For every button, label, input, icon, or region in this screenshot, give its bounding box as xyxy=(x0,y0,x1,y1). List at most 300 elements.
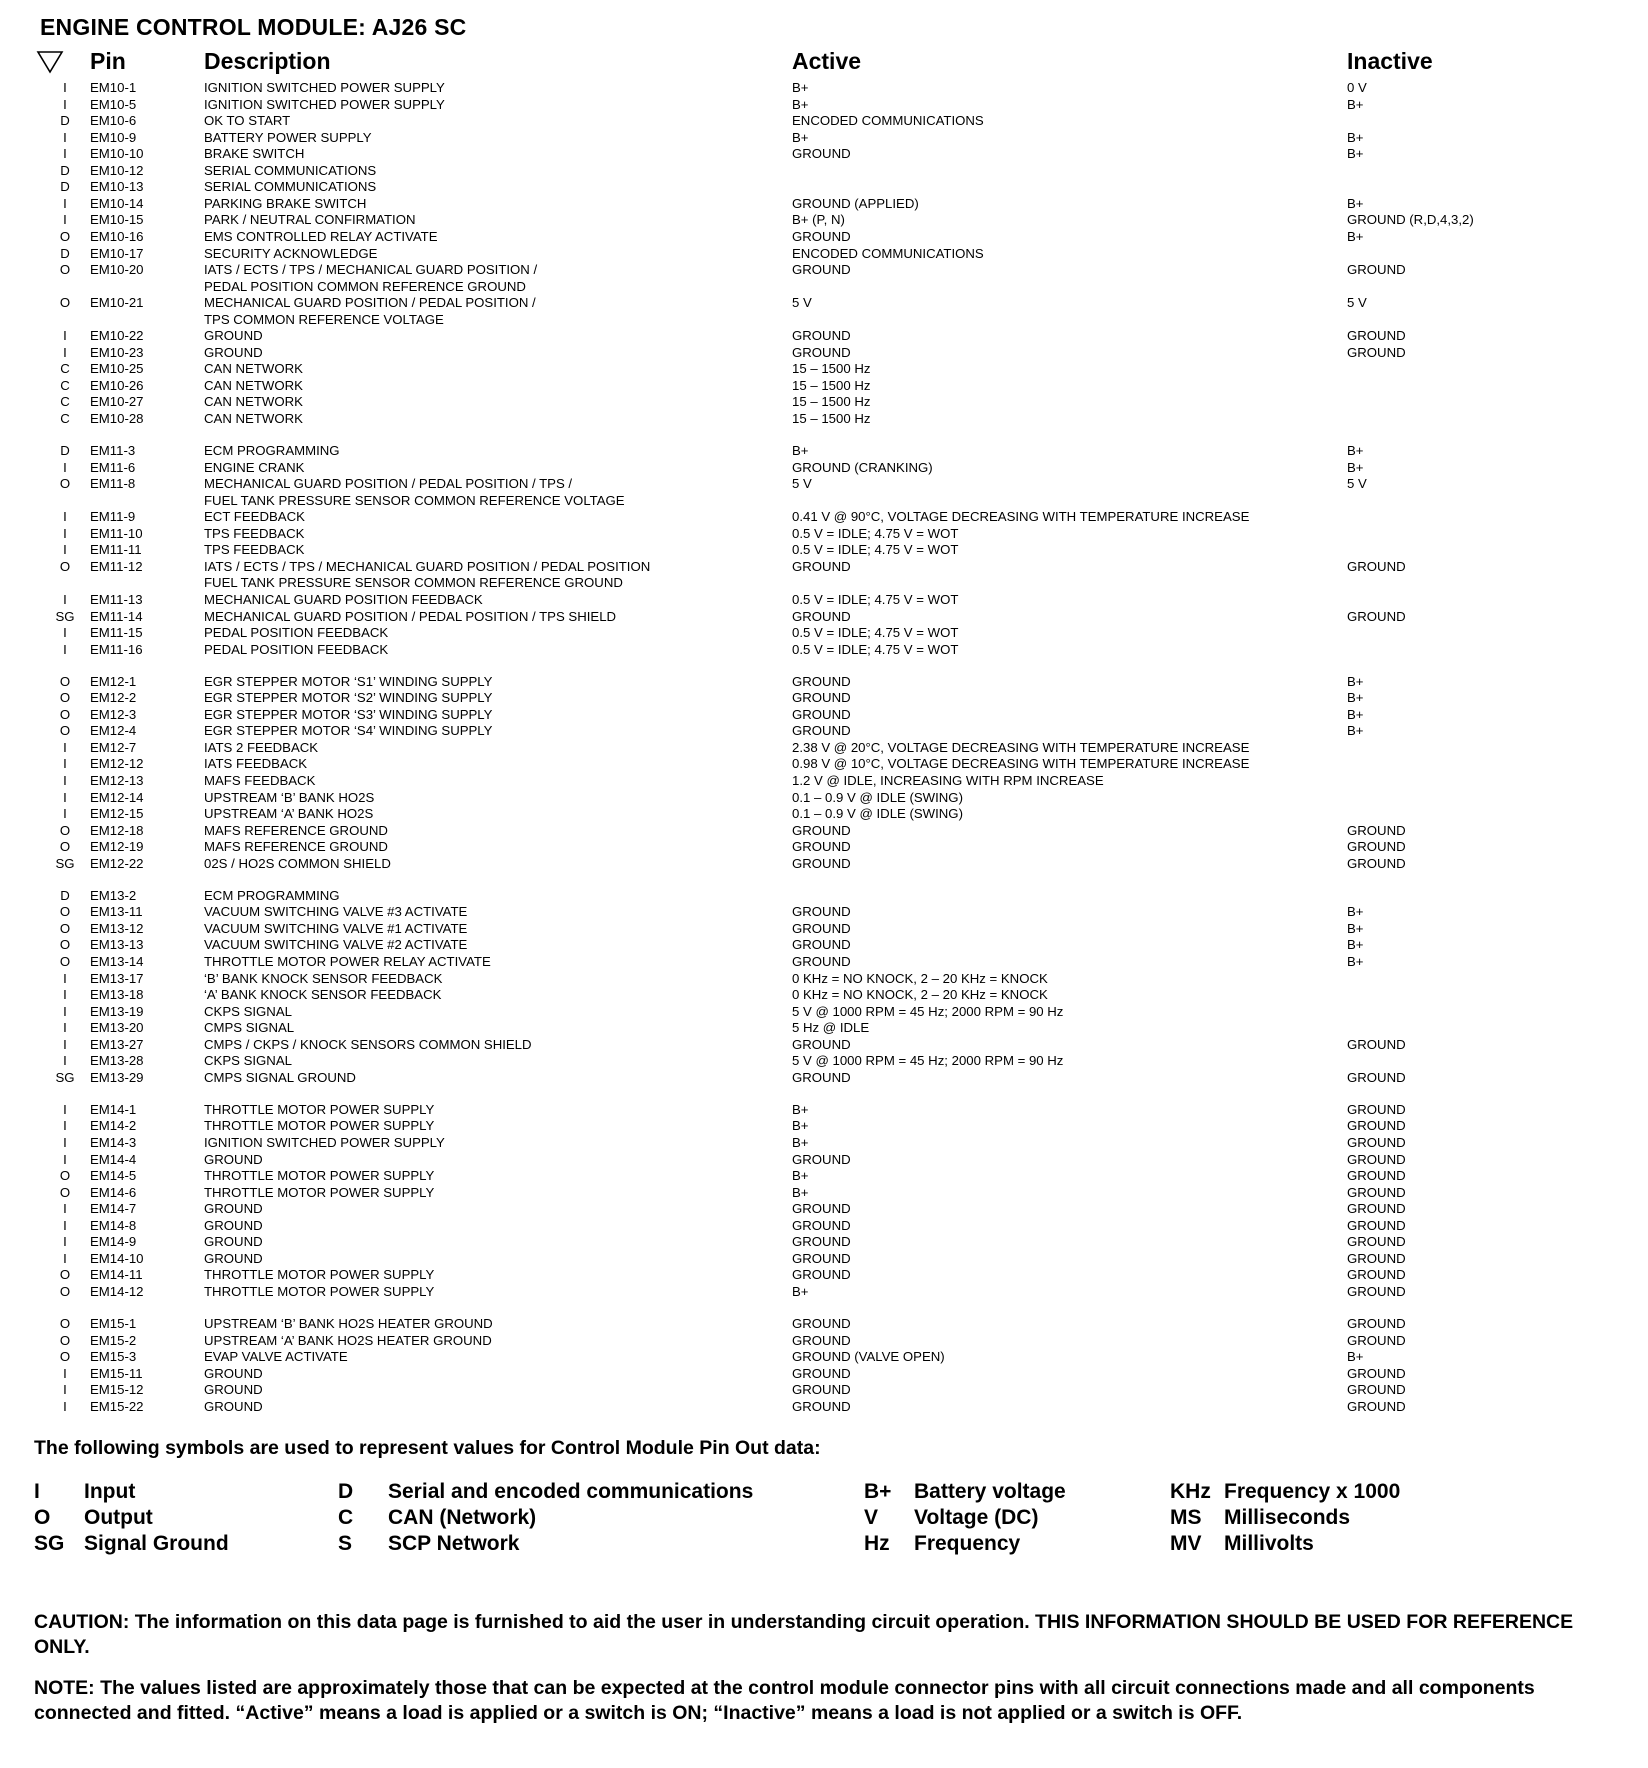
table-row xyxy=(0,312,1648,329)
caution-text: CAUTION: The information on this data page is furnished to aid the user in understanding circuit operation. THIS INFORMATION SHOULD BE USED FOR REFERENCE ONLY. xyxy=(34,1611,1574,1658)
pin-id: EM15-12 xyxy=(90,1382,144,1398)
table-row xyxy=(0,888,1648,905)
table-row xyxy=(0,542,1648,559)
table-row xyxy=(0,163,1648,180)
pin-description: UPSTREAM ‘B’ BANK HO2S HEATER GROUND xyxy=(204,1316,493,1331)
pin-direction: I xyxy=(63,96,67,112)
active-value: 15 – 1500 Hz xyxy=(792,361,871,377)
inactive-value: GROUND xyxy=(1347,1267,1406,1283)
pin-direction: I xyxy=(63,739,67,755)
pin-id: EM13-2 xyxy=(90,887,137,903)
active-value: GROUND xyxy=(792,954,851,969)
pin-direction: D xyxy=(60,113,70,129)
pin-description: 02S / HO2S COMMON SHIELD xyxy=(204,855,391,871)
active-value: 0.5 V = IDLE; 4.75 V = WOT xyxy=(792,625,959,641)
pin-id: EM11-15 xyxy=(90,625,143,641)
table-row xyxy=(0,690,1648,707)
pin-description: CMPS SIGNAL xyxy=(204,1020,295,1036)
pin-id: EM11-9 xyxy=(90,509,136,525)
active-value: GROUND xyxy=(792,1267,851,1283)
pin-direction: I xyxy=(63,970,67,986)
inactive-value: B+ xyxy=(1347,706,1364,722)
pin-direction: O xyxy=(59,673,71,689)
pin-id: EM13-27 xyxy=(90,1036,144,1052)
pin-direction: O xyxy=(59,1349,71,1365)
active-value: 2.38 V @ 20°C, VOLTAGE DECREASING WITH TEMPERATURE INCREASE xyxy=(792,739,1250,755)
inactive-value: GROUND xyxy=(1347,1332,1406,1348)
pin-description: GROUND xyxy=(204,344,263,360)
table-row xyxy=(0,476,1648,493)
pin-description: SERIAL COMMUNICATIONS xyxy=(204,179,377,195)
pin-description: THROTTLE MOTOR POWER RELAY ACTIVATE xyxy=(204,954,491,969)
active-value: 0.5 V = IDLE; 4.75 V = WOT xyxy=(792,542,959,558)
inactive-value: GROUND xyxy=(1347,1316,1406,1331)
pin-id: EM11-12 xyxy=(90,558,143,574)
active-value: GROUND xyxy=(792,146,851,162)
active-value: GROUND (VALVE OPEN) xyxy=(792,1349,945,1365)
table-row xyxy=(0,97,1648,114)
pin-description: OK TO START xyxy=(204,113,291,129)
pin-description: FUEL TANK PRESSURE SENSOR COMMON REFERENCE VOLTAGE xyxy=(204,492,625,508)
pin-direction: O xyxy=(59,1332,71,1348)
inactive-value: GROUND xyxy=(1347,262,1406,278)
pin-id: EM10-16 xyxy=(90,228,144,244)
active-value: GROUND xyxy=(792,328,851,344)
pin-description: ENGINE CRANK xyxy=(204,459,305,475)
pin-direction: SG xyxy=(55,608,75,624)
inactive-value: GROUND xyxy=(1347,1101,1406,1117)
pin-description: MAFS REFERENCE GROUND xyxy=(204,839,388,855)
pin-direction: I xyxy=(63,625,67,641)
pin-id: EM12-1 xyxy=(90,673,137,689)
table-row xyxy=(0,130,1648,147)
inactive-value: GROUND xyxy=(1347,1151,1406,1167)
active-value: GROUND xyxy=(792,855,851,871)
pin-direction: I xyxy=(63,542,67,558)
inactive-value: GROUND xyxy=(1347,1382,1406,1398)
table-row xyxy=(0,625,1648,642)
pin-description: MAFS REFERENCE GROUND xyxy=(204,822,388,838)
table-row xyxy=(0,790,1648,807)
table-row xyxy=(0,411,1648,428)
pin-id: EM14-9 xyxy=(90,1234,137,1250)
table-row xyxy=(0,987,1648,1004)
pin-id: EM13-19 xyxy=(90,1003,144,1019)
inactive-value: B+ xyxy=(1347,904,1364,920)
pin-id: EM12-18 xyxy=(90,822,144,838)
header-active: Active xyxy=(792,48,862,74)
pin-direction: I xyxy=(63,1365,67,1381)
pin-description: CMPS SIGNAL GROUND xyxy=(204,1069,356,1085)
inactive-value: GROUND xyxy=(1347,608,1406,624)
active-value: 5 V xyxy=(792,295,812,311)
pin-description: SECURITY ACKNOWLEDGE xyxy=(204,245,378,261)
legend-symbol: C xyxy=(338,1506,354,1529)
pin-id: EM14-5 xyxy=(90,1168,137,1184)
pin-id: EM13-18 xyxy=(90,987,144,1003)
pin-description: THROTTLE MOTOR POWER SUPPLY xyxy=(204,1283,435,1299)
pin-description: PARK / NEUTRAL CONFIRMATION xyxy=(204,212,416,228)
pin-description: TPS COMMON REFERENCE VOLTAGE xyxy=(204,311,444,327)
table-row xyxy=(0,262,1648,279)
legend-meaning: Serial and encoded communications xyxy=(388,1480,754,1503)
pin-direction: I xyxy=(63,987,67,1003)
pin-direction: D xyxy=(60,887,70,903)
active-value: GROUND (APPLIED) xyxy=(792,195,919,211)
table-row xyxy=(0,1020,1648,1037)
pin-direction: D xyxy=(60,179,70,195)
pin-id: EM11-11 xyxy=(90,542,142,558)
inactive-value: GROUND xyxy=(1347,1283,1406,1299)
pin-id: EM14-3 xyxy=(90,1135,137,1150)
legend-meaning: CAN (Network) xyxy=(388,1506,537,1529)
pin-description: IATS FEEDBACK xyxy=(204,756,308,772)
pin-id: EM10-26 xyxy=(90,377,144,393)
pin-direction: C xyxy=(60,377,70,393)
pin-id: EM15-2 xyxy=(90,1332,137,1348)
legend-symbol: MS xyxy=(1170,1506,1202,1529)
pin-direction: O xyxy=(59,476,71,492)
pin-description: MAFS FEEDBACK xyxy=(204,773,316,788)
pin-id: EM12-2 xyxy=(90,690,137,706)
table-row xyxy=(0,1201,1648,1218)
pin-direction: D xyxy=(60,443,70,459)
pin-direction: O xyxy=(59,1184,71,1200)
inactive-value: GROUND xyxy=(1347,1250,1406,1266)
pin-description: ‘B’ BANK KNOCK SENSOR FEEDBACK xyxy=(204,970,443,986)
table-row xyxy=(0,1102,1648,1119)
pin-description: EGR STEPPER MOTOR ‘S3’ WINDING SUPPLY xyxy=(204,706,493,722)
inactive-value: 5 V xyxy=(1347,295,1367,311)
inactive-value: B+ xyxy=(1347,1349,1364,1365)
inactive-value: B+ xyxy=(1347,673,1364,689)
pin-description: THROTTLE MOTOR POWER SUPPLY xyxy=(204,1118,435,1134)
pin-direction: I xyxy=(63,1151,67,1167)
pin-description: CAN NETWORK xyxy=(204,411,303,426)
pin-description: UPSTREAM ‘A’ BANK HO2S HEATER GROUND xyxy=(204,1332,492,1348)
legend-meaning: Output xyxy=(84,1506,153,1529)
active-value: GROUND xyxy=(792,1382,851,1398)
table-row xyxy=(0,196,1648,213)
table-row xyxy=(0,839,1648,856)
pin-description: THROTTLE MOTOR POWER SUPPLY xyxy=(204,1184,435,1200)
inactive-value: GROUND (R,D,4,3,2) xyxy=(1347,212,1474,228)
table-row xyxy=(0,1316,1648,1333)
table-row xyxy=(0,394,1648,411)
table-row xyxy=(0,756,1648,773)
pin-description: CAN NETWORK xyxy=(204,361,303,377)
table-row xyxy=(0,328,1648,345)
pin-id: EM10-6 xyxy=(90,113,137,129)
active-value: 0.41 V @ 90°C, VOLTAGE DECREASING WITH TEMPERATURE INCREASE xyxy=(792,509,1250,525)
pin-direction: I xyxy=(63,1118,67,1134)
pin-direction: O xyxy=(59,839,71,855)
pin-description: CKPS SIGNAL xyxy=(204,1053,292,1069)
pin-description: EVAP VALVE ACTIVATE xyxy=(204,1349,348,1365)
active-value: 15 – 1500 Hz xyxy=(792,377,871,393)
table-row xyxy=(0,1251,1648,1268)
active-value: GROUND (CRANKING) xyxy=(792,459,933,475)
table-row xyxy=(0,559,1648,576)
table-row xyxy=(0,806,1648,823)
table-row xyxy=(0,937,1648,954)
active-value: GROUND xyxy=(792,673,851,689)
pin-id: EM11-3 xyxy=(90,443,136,459)
legend-symbol: S xyxy=(338,1532,353,1555)
pin-description: EGR STEPPER MOTOR ‘S1’ WINDING SUPPLY xyxy=(204,673,493,689)
table-row xyxy=(0,345,1648,362)
pin-id: EM12-19 xyxy=(90,839,144,855)
pin-id: EM10-5 xyxy=(90,96,137,112)
table-row xyxy=(0,361,1648,378)
active-value: GROUND xyxy=(792,1234,851,1250)
pin-direction: I xyxy=(63,592,67,607)
pin-direction: O xyxy=(59,723,71,739)
table-row xyxy=(0,1349,1648,1366)
pin-direction: I xyxy=(63,212,67,228)
table-row xyxy=(0,443,1648,460)
pin-description: MECHANICAL GUARD POSITION / PEDAL POSITION / TPS SHIELD xyxy=(204,608,617,624)
inactive-value: GROUND xyxy=(1347,822,1406,838)
active-value: B+ xyxy=(792,1168,809,1184)
pin-id: EM14-7 xyxy=(90,1201,137,1217)
table-row xyxy=(0,246,1648,263)
table-row xyxy=(0,80,1648,97)
header-pin: Pin xyxy=(90,48,126,74)
inactive-value: 5 V xyxy=(1347,476,1367,492)
inactive-value: B+ xyxy=(1347,129,1364,145)
table-row xyxy=(0,1053,1648,1070)
active-value: ENCODED COMMUNICATIONS xyxy=(792,245,984,261)
table-row xyxy=(0,773,1648,790)
pin-direction: I xyxy=(63,1250,67,1266)
inactive-value: GROUND xyxy=(1347,1201,1406,1217)
active-value: B+ (P, N) xyxy=(792,212,845,228)
pin-description: PARKING BRAKE SWITCH xyxy=(204,195,367,211)
active-value: 0.5 V = IDLE; 4.75 V = WOT xyxy=(792,641,959,657)
table-row xyxy=(0,113,1648,130)
active-value: GROUND xyxy=(792,1151,851,1167)
inactive-value: GROUND xyxy=(1347,328,1406,344)
pin-id: EM14-6 xyxy=(90,1184,137,1200)
header-description: Description xyxy=(204,48,331,74)
pin-description: TPS FEEDBACK xyxy=(204,525,305,541)
pin-description: IGNITION SWITCHED POWER SUPPLY xyxy=(204,96,445,112)
active-value: 0.98 V @ 10°C, VOLTAGE DECREASING WITH TEMPERATURE INCREASE xyxy=(792,756,1250,772)
pin-id: EM10-21 xyxy=(90,295,144,311)
active-value: B+ xyxy=(792,1283,809,1299)
pin-direction: C xyxy=(60,411,70,426)
table-row xyxy=(0,723,1648,740)
active-value: B+ xyxy=(792,1184,809,1200)
pin-direction: O xyxy=(59,822,71,838)
pin-id: EM10-15 xyxy=(90,212,144,228)
pin-id: EM15-3 xyxy=(90,1349,137,1365)
active-value: 5 V @ 1000 RPM = 45 Hz; 2000 RPM = 90 Hz xyxy=(792,1003,1064,1019)
pin-description: CAN NETWORK xyxy=(204,394,303,410)
pin-description: GROUND xyxy=(204,1201,263,1217)
inactive-value: B+ xyxy=(1347,954,1364,969)
table-row xyxy=(0,1185,1648,1202)
pin-direction: I xyxy=(63,146,67,162)
active-value: GROUND xyxy=(792,1365,851,1381)
pin-id: EM10-28 xyxy=(90,411,144,426)
pin-description: GROUND xyxy=(204,1382,263,1398)
pin-id: EM10-14 xyxy=(90,195,144,211)
pin-description: CMPS / CKPS / KNOCK SENSORS COMMON SHIELD xyxy=(204,1036,532,1052)
pin-id: EM12-4 xyxy=(90,723,137,739)
active-value: GROUND xyxy=(792,839,851,855)
pin-direction: I xyxy=(63,1135,67,1150)
table-row xyxy=(0,740,1648,757)
pin-description: IGNITION SWITCHED POWER SUPPLY xyxy=(204,80,445,95)
active-value: GROUND xyxy=(792,937,851,953)
pin-direction: O xyxy=(59,920,71,936)
table-row xyxy=(0,509,1648,526)
pin-id: EM11-10 xyxy=(90,525,143,541)
active-value: 5 V xyxy=(792,476,812,492)
legend-symbol: Hz xyxy=(864,1532,890,1555)
legend-meaning: Millivolts xyxy=(1224,1532,1314,1555)
active-value: GROUND xyxy=(792,706,851,722)
pin-direction: I xyxy=(63,80,67,95)
pin-direction: I xyxy=(63,1398,67,1414)
active-value: GROUND xyxy=(792,920,851,936)
pin-id: EM10-13 xyxy=(90,179,144,195)
pin-description: EGR STEPPER MOTOR ‘S4’ WINDING SUPPLY xyxy=(204,723,493,739)
pin-description: GROUND xyxy=(204,1234,263,1250)
pin-direction: I xyxy=(63,129,67,145)
pin-id: EM13-29 xyxy=(90,1069,144,1085)
pin-id: EM10-22 xyxy=(90,328,144,344)
active-value: 15 – 1500 Hz xyxy=(792,411,871,426)
inactive-value: B+ xyxy=(1347,937,1364,953)
pin-direction: I xyxy=(63,1036,67,1052)
table-row xyxy=(0,904,1648,921)
active-value: GROUND xyxy=(792,1398,851,1414)
table-row xyxy=(0,146,1648,163)
active-value: GROUND xyxy=(792,228,851,244)
active-value: 1.2 V @ IDLE, INCREASING WITH RPM INCREASE xyxy=(792,773,1104,788)
pin-description: PEDAL POSITION FEEDBACK xyxy=(204,625,389,641)
inactive-value: GROUND xyxy=(1347,1184,1406,1200)
table-row xyxy=(0,609,1648,626)
inactive-value: GROUND xyxy=(1347,1217,1406,1233)
legend-symbol: B+ xyxy=(864,1480,892,1503)
pin-description: IATS 2 FEEDBACK xyxy=(204,739,319,755)
pin-direction: O xyxy=(59,295,71,311)
legend-meaning: Frequency xyxy=(914,1532,1021,1555)
table-row xyxy=(0,856,1648,873)
pin-id: EM11-16 xyxy=(90,641,143,657)
pin-description: GROUND xyxy=(204,1365,263,1381)
pin-description: VACUUM SWITCHING VALVE #3 ACTIVATE xyxy=(204,904,468,920)
table-row xyxy=(0,954,1648,971)
pin-id: EM12-12 xyxy=(90,756,144,772)
active-value: 0 KHz = NO KNOCK, 2 – 20 KHz = KNOCK xyxy=(792,970,1048,986)
pin-direction: D xyxy=(60,162,70,178)
pin-direction: I xyxy=(63,806,67,822)
pin-id: EM15-11 xyxy=(90,1365,143,1381)
pin-description: ECM PROGRAMMING xyxy=(204,443,340,459)
legend-meaning: Milliseconds xyxy=(1224,1506,1351,1529)
pin-direction: I xyxy=(63,756,67,772)
legend-symbol: D xyxy=(338,1480,354,1503)
table-row xyxy=(0,1118,1648,1135)
pin-description: BRAKE SWITCH xyxy=(204,146,305,162)
pin-description: EGR STEPPER MOTOR ‘S2’ WINDING SUPPLY xyxy=(204,690,493,706)
active-value: GROUND xyxy=(792,1316,851,1331)
pin-direction: O xyxy=(59,706,71,722)
pin-id: EM10-27 xyxy=(90,394,144,410)
active-value: ENCODED COMMUNICATIONS xyxy=(792,113,984,129)
pin-id: EM11-8 xyxy=(90,476,136,492)
inactive-value: B+ xyxy=(1347,228,1364,244)
pin-direction: I xyxy=(63,1053,67,1069)
inactive-value: B+ xyxy=(1347,723,1364,739)
pin-direction: O xyxy=(59,1168,71,1184)
pin-direction: O xyxy=(59,262,71,278)
table-row xyxy=(0,921,1648,938)
table-row xyxy=(0,1070,1648,1087)
inactive-value: B+ xyxy=(1347,146,1364,162)
table-row xyxy=(0,460,1648,477)
pin-description: ‘A’ BANK KNOCK SENSOR FEEDBACK xyxy=(204,987,442,1003)
pin-id: EM14-4 xyxy=(90,1151,137,1167)
pin-id: EM13-13 xyxy=(90,937,144,953)
pin-id: EM13-17 xyxy=(90,970,144,986)
pin-description: IATS / ECTS / TPS / MECHANICAL GUARD POSITION / xyxy=(204,262,538,278)
pin-description: MECHANICAL GUARD POSITION FEEDBACK xyxy=(204,592,483,607)
inactive-value: B+ xyxy=(1347,459,1364,475)
pin-direction: O xyxy=(59,690,71,706)
pin-description: GROUND xyxy=(204,1250,263,1266)
active-value: B+ xyxy=(792,80,809,95)
active-value: GROUND xyxy=(792,262,851,278)
active-value: 0.5 V = IDLE; 4.75 V = WOT xyxy=(792,592,959,607)
pin-id: EM15-1 xyxy=(90,1316,137,1331)
pin-id: EM13-14 xyxy=(90,954,144,969)
table-row xyxy=(0,1382,1648,1399)
pin-direction: I xyxy=(63,525,67,541)
active-value: GROUND xyxy=(792,1217,851,1233)
pin-direction: C xyxy=(60,361,70,377)
active-value: GROUND xyxy=(792,1201,851,1217)
table-row xyxy=(0,1366,1648,1383)
pin-id: EM12-13 xyxy=(90,773,144,788)
pin-direction: O xyxy=(59,937,71,953)
legend-meaning: SCP Network xyxy=(388,1532,520,1555)
pin-direction: O xyxy=(59,1316,71,1331)
pin-id: EM15-22 xyxy=(90,1398,144,1414)
legend-symbol: O xyxy=(34,1506,51,1529)
pin-description: GROUND xyxy=(204,328,263,344)
pin-direction: C xyxy=(60,394,70,410)
pin-id: EM13-28 xyxy=(90,1053,144,1069)
pin-id: EM10-20 xyxy=(90,262,144,278)
pin-id: EM14-12 xyxy=(90,1283,144,1299)
pin-id: EM10-9 xyxy=(90,129,137,145)
inactive-value: B+ xyxy=(1347,96,1364,112)
pin-description: GROUND xyxy=(204,1398,263,1414)
pin-description: UPSTREAM ‘A’ BANK HO2S xyxy=(204,806,374,822)
pin-id: EM10-23 xyxy=(90,344,144,360)
table-row xyxy=(0,1004,1648,1021)
active-value: GROUND xyxy=(792,1250,851,1266)
table-row xyxy=(0,1135,1648,1152)
pin-direction: I xyxy=(63,641,67,657)
pin-description: IATS / ECTS / TPS / MECHANICAL GUARD POSITION / PEDAL POSITION xyxy=(204,558,651,574)
